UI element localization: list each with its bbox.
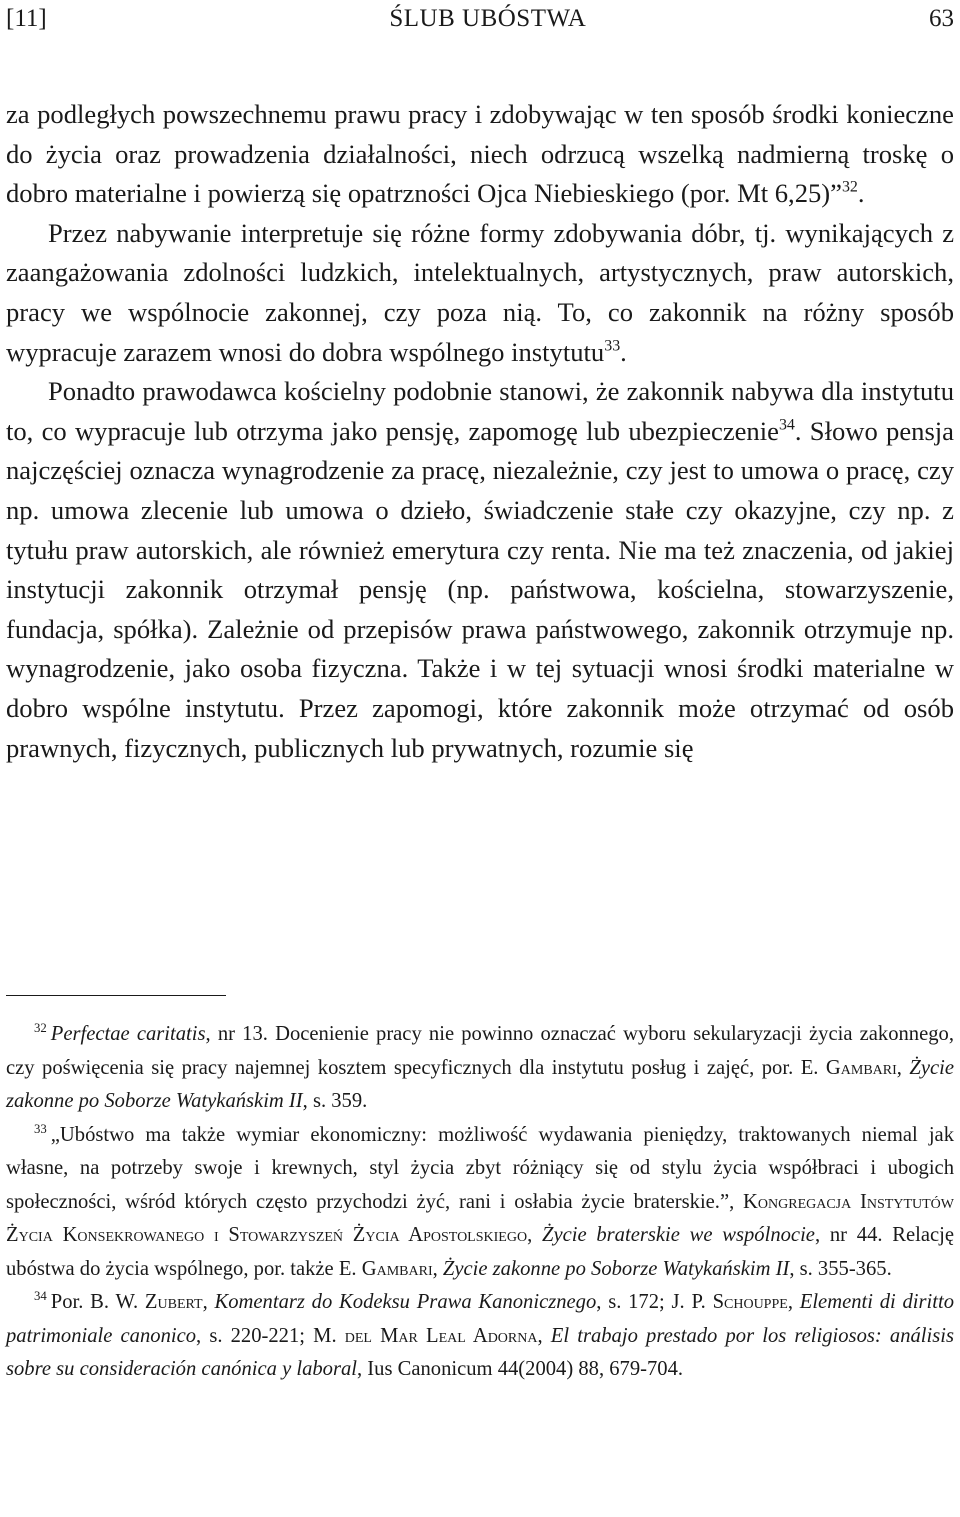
page-label: [11]	[6, 5, 47, 32]
footnotes	[6, 1018, 954, 1387]
footnote-32: $^{32}$ Perfectae caritatis, nr 13. Docenienie pracy nie powinno oznaczać wyboru sekularyzacji życia zakonnego, czy poświęcenia się pracy najemnej kosztem specyficznych dla instytutu posług i zajęć, por. E. Gambari, Życie zakonne po Soborze Watykańskim II, s. 359.	[6, 1021, 955, 1112]
page-number: 63	[928, 5, 954, 32]
body-text	[6, 95, 954, 768]
footnote-33: $^{33}$ „Ubóstwo ma także wymiar ekonomiczny: możliwość wydawania pieniędzy, traktowanych niemal jak własne, na potrzeby swoje i krewnych, styl życia zbyt różniący się od stylu życia współbraci i ubogich społeczności, wśród których często przychodzi żyć, rani i osłabia życie braterskie.”, Kongregacja Instytutów Życia Konsekrowanego i Stowarzyszeń Życia Apostolskiego, Życie braterskie we wspólnocie, nr 44. Relację ubóstwa do życia wspólnego, por. także E. Gambari, Życie zakonne po Soborze Watykańskim II, s. 355-365.	[6, 1121, 955, 1280]
running-title: ŚLUB UBÓSTWA	[389, 5, 587, 32]
paragraph-2: Przez nabywanie interpretuje się różne formy zdobywania dóbr, tj. wynikających z zaangażowania zdolności ludzkich, intelektualnych, artystycznych, praw autorskich, pracy we wspólnocie zakonnej, czy poza nią. To, co zakonnik na różny sposób wypracuje zarazem wnosi do dobra wspólnego instytutu$^{33}$.	[6, 217, 954, 367]
footnote-separator	[6, 995, 226, 996]
footnote-ref-33[interactable]: 33	[604, 337, 621, 355]
footnote-34: $^{34}$ Por. B. W. Zubert, Komentarz do Kodeksu Prawa Kanonicznego, s. 172; J. P. Schouppe, Elementi di diritto patrimoniale canonico, s. 220-221; M. del Mar Leal Adorna, El trabajo prestado por los religiosos: análisis sobre su consideración canónica y laboral, Ius Canonicum 44(2004) 88, 679-704.	[6, 1289, 955, 1380]
paragraph-1: za podległych powszechnemu prawu pracy i zdobywając w ten sposób środki konieczne do życia oraz prowadzenia działalności, niech odrzucą wszelką nadmierną troskę o dobro materialne i powierzą się opatrzności Ojca Niebieskiego (por. Mt 6,25)”$^{32}$.	[6, 99, 954, 209]
paragraph-3: Ponadto prawodawca kościelny podobnie stanowi, że zakonnik nabywa dla instytutu to, co wypracuje lub otrzyma jako pensję, zapomogę lub ubezpieczenie$^{34}$. Słowo pensja najczęściej oznacza wynagrodzenie za pracę, niezależnie, czy jest to umowa o pracę, czy np. umowa zlecenie lub umowa o dzieło, świadczenie stałe czy okazyjne, czy np. z tytułu praw autorskich, ale również emerytura czy renta. Nie ma też znaczenia, od jakiej instytucji zakonnik otrzymał pensję (np. państwowa, kościelna, stowarzyszenie, fundacja, spółka). Zależnie od przepisów prawa państwowego, zakonnik otrzymuje np. wynagrodzenie, jako osoba fizyczna. Także i w tej sytuacji wnosi środki materialne w dobro wspólne instytutu. Przez zapomogi, które zakonnik może otrzymać od osób prawnych, fizycznych, publicznych lub prywatnych, rozumie się	[6, 376, 954, 763]
footnote-ref-34[interactable]: 34	[778, 416, 795, 434]
page-header	[6, 0, 954, 38]
footnote-ref-32[interactable]: 32	[841, 178, 858, 196]
